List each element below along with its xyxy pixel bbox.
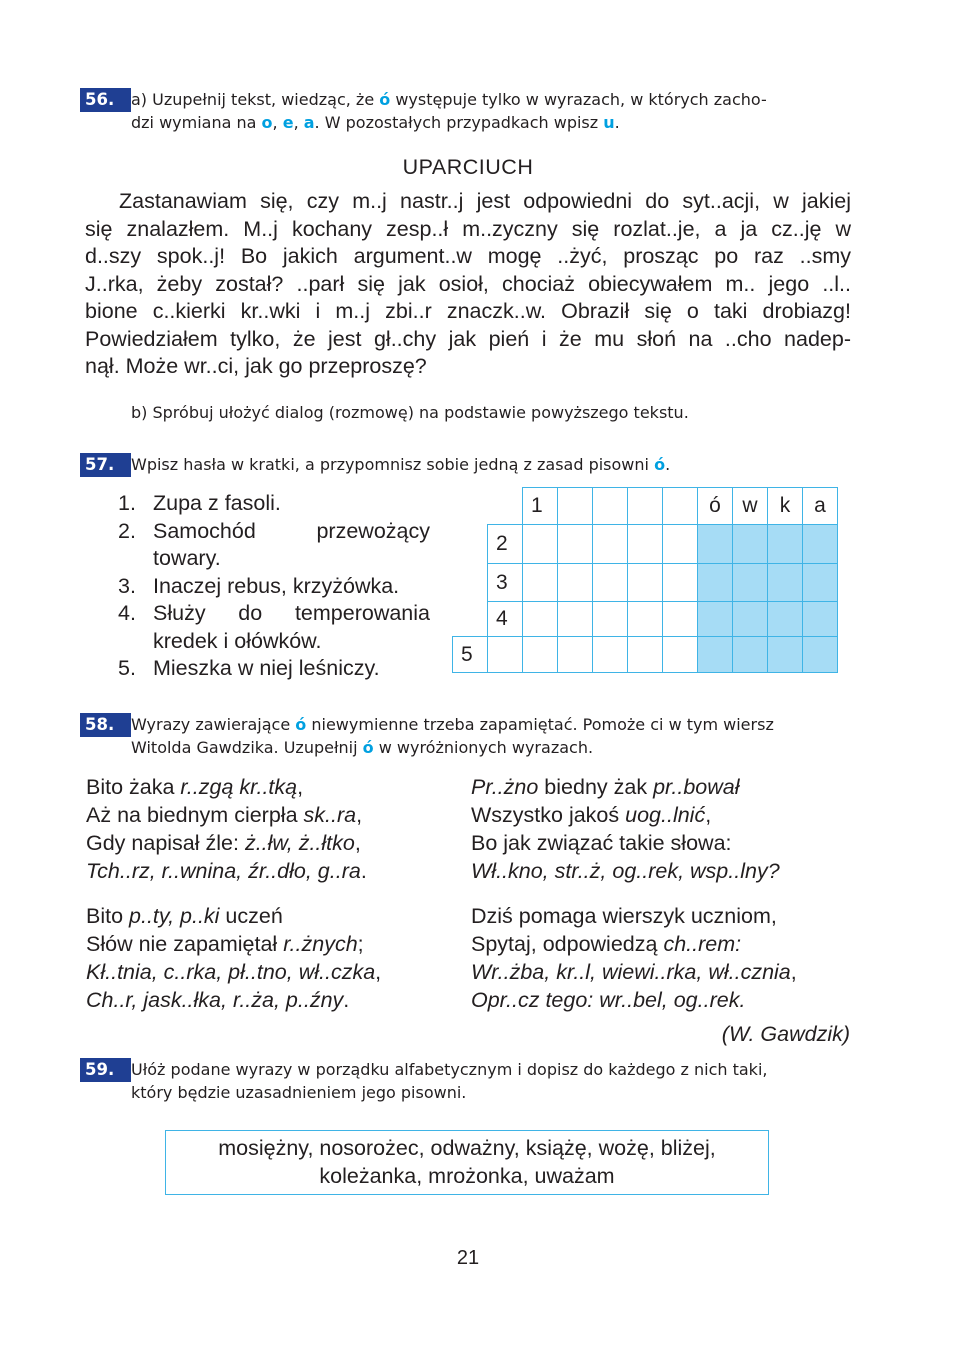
poem-line: Wszystko jakoś uog..lnić, [471, 803, 712, 827]
crossword-cell[interactable] [628, 602, 663, 637]
story-line: Powiedziałem tylko, że jest gł..chy jak pień i że mu słoń na ..cho nadep- [85, 326, 851, 351]
highlighted-word: r..zgą kr..tką [180, 775, 298, 799]
instr-text: niewymienne trzeba zapamiętać. Pomoże ci w tym wiersz [306, 715, 774, 734]
crossword-cell[interactable]: a [803, 488, 838, 525]
story-line: nął. Może wr..ci, jak go przeproszę? [85, 354, 427, 378]
crossword-cell[interactable] [488, 637, 523, 673]
crossword-cell-shaded[interactable] [698, 564, 733, 602]
instr-text: , [293, 113, 304, 132]
poem-author: (W. Gawdzik) [721, 1022, 850, 1046]
instr-text: dzi wymiana na [131, 113, 262, 132]
exercise-59-number: 59. [80, 1058, 131, 1082]
crossword-grid [452, 487, 838, 673]
crossword-cell[interactable]: ó [698, 488, 733, 525]
crossword-cell[interactable] [558, 564, 593, 602]
crossword-cell-shaded[interactable] [698, 637, 733, 673]
clue-text: towary. [153, 546, 221, 570]
clue-text: Zupa z fasoli. [153, 491, 281, 515]
poem-line: Tch..rz, r..wnina, źr..dło, g..ra. [86, 859, 367, 883]
crossword-cell[interactable]: w [733, 488, 768, 525]
crossword-cell[interactable] [523, 602, 558, 637]
crossword-cell-shaded[interactable] [768, 525, 803, 564]
poem-line: Dziś pomaga wierszyk uczniom, [471, 904, 777, 928]
highlight-letter: e [282, 113, 294, 132]
clue-item [118, 573, 430, 601]
crossword-cell[interactable] [593, 564, 628, 602]
instr-line: który będzie uzasadnieniem jego pisowni. [131, 1083, 467, 1102]
clue-number: 2. [118, 518, 136, 543]
instr-text: w wyróżnionych wyrazach. [373, 738, 594, 757]
crossword-cell-shaded[interactable] [803, 637, 838, 673]
exercise-58-instruction [131, 713, 774, 759]
clue-item [118, 518, 430, 573]
highlight-letter: ó [362, 738, 374, 757]
poem-line: Ch..r, jask..łka, r..ża, p..źny. [86, 988, 350, 1012]
clue-item [118, 600, 430, 655]
poem-left-stanza-2 [86, 902, 381, 1014]
poem-line: Słów nie zapamiętał r..żnych; [86, 932, 364, 956]
exercise-57-number: 57. [80, 453, 131, 477]
exercise-56b-instruction: b) Spróbuj ułożyć dialog (rozmowę) na podstawie powyższego tekstu. [131, 403, 689, 422]
clue-text: Służy do temperowania [153, 601, 430, 625]
poem-line: Gdy napisał źle: ż..łw, ż..łtko, [86, 831, 361, 855]
story-line: bione c..kierki kr..wki i m..j zbi..r znaczk..w. Obraził się o taki drobiazg! [85, 299, 851, 323]
crossword-cell[interactable] [523, 564, 558, 602]
crossword-cell[interactable]: 5 [453, 637, 488, 673]
crossword-cell[interactable]: 3 [488, 564, 523, 602]
crossword-cell-shaded[interactable] [698, 525, 733, 564]
clue-text: Samochód przewożący [153, 518, 430, 543]
crossword-cell[interactable] [558, 602, 593, 637]
instr-text: występuje tylko w wyrazach, w których zacho- [390, 90, 767, 109]
story-line: się znalazłem. M..j kochany zesp..ł m..zyczny się rozlat..je, a ja cz..ję w [85, 216, 851, 241]
poem-right-stanza-2 [471, 902, 797, 1014]
highlight-letter: u [603, 113, 615, 132]
highlighted-word: Tch..rz, r..wnina, źr..dło, g..ra [86, 859, 361, 883]
exercise-56-instruction [131, 88, 861, 134]
clue-number: 3. [118, 573, 136, 598]
crossword-cell[interactable] [558, 488, 593, 525]
highlighted-word: Ch..r, jask..łka, r..ża, p..źny [86, 988, 344, 1012]
crossword-cell[interactable] [628, 564, 663, 602]
instr-text: Wyrazy zawierające [131, 715, 296, 734]
crossword-cell-shaded[interactable] [733, 637, 768, 673]
crossword-cell-shaded[interactable] [803, 564, 838, 602]
crossword-cell[interactable]: 4 [488, 602, 523, 637]
highlighted-word: r..żnych [283, 932, 358, 956]
clue-text: Mieszka w niej leśniczy. [153, 656, 380, 680]
highlighted-word: p..ty, p..ki [129, 904, 220, 928]
exercise-58-number: 58. [80, 713, 131, 737]
highlighted-word: sk..ra [303, 803, 357, 827]
crossword-cell-shaded[interactable] [803, 602, 838, 637]
word-list-line: koleżanka, mrożonka, uważam [319, 1163, 615, 1188]
clue-number: 4. [118, 601, 136, 625]
crossword-cell[interactable] [523, 525, 558, 564]
poem-line: Pr..żno biedny żak pr..bował [471, 775, 740, 799]
highlighted-word: ch..rem: [663, 932, 742, 956]
poem-line: Wr..żba, kr..l, wiewi..rka, wł..cznia, [471, 960, 797, 984]
poem-right-stanza-1 [471, 773, 780, 885]
highlight-letter: ó [295, 715, 307, 734]
poem-line: Bo jak związać takie słowa: [471, 831, 732, 855]
crossword-cell[interactable] [628, 488, 663, 525]
word-list-box [165, 1130, 769, 1195]
crossword-cell[interactable] [663, 637, 698, 673]
crossword-cell[interactable] [628, 525, 663, 564]
highlighted-word: Pr..żno [471, 775, 539, 799]
clue-item [118, 655, 430, 683]
exercise-56-number: 56. [80, 88, 131, 112]
clue-number: 1. [118, 491, 136, 515]
crossword-cell[interactable] [663, 602, 698, 637]
crossword-cell-shaded[interactable] [733, 564, 768, 602]
story-line: d..szy spok..j! Bo jakich argument..w mogę ..żyć, prosząc po raz ..smy [85, 244, 851, 268]
highlighted-word: Wł..kno, str..ż, og..rek, wsp..lny? [471, 859, 780, 883]
crossword-cell[interactable] [558, 637, 593, 673]
poem-line: Kł..tnia, c..rka, pł..tno, wł..czka, [86, 960, 382, 984]
crossword-cell[interactable] [523, 637, 558, 673]
clue-text: Inaczej rebus, krzyżówka. [153, 573, 400, 598]
poem-line: Bito p..ty, p..ki uczeń [86, 904, 283, 928]
crossword-cell[interactable]: 2 [488, 525, 523, 564]
crossword-cell[interactable] [593, 488, 628, 525]
instr-text: . W pozostałych przypadkach wpisz [314, 113, 604, 132]
crossword-cell-shaded[interactable] [768, 602, 803, 637]
crossword-cell[interactable] [593, 525, 628, 564]
word-list-line: mosiężny, nosorożec, odważny, książę, wożę, bliżej, [218, 1136, 716, 1160]
instr-text: . [614, 113, 620, 132]
story-title: UPARCIUCH [402, 155, 534, 179]
highlighted-word: pr..bował [653, 775, 740, 799]
crossword-cell[interactable] [663, 488, 698, 525]
highlight-letter: ó [379, 90, 391, 109]
crossword-cell-shaded[interactable] [733, 602, 768, 637]
crossword-cell[interactable] [593, 602, 628, 637]
instr-text: Wpisz hasła w kratki, a przypomnisz sobie jedną z zasad pisowni [131, 455, 655, 474]
crossword-cell[interactable]: k [768, 488, 803, 525]
highlight-letter: a [303, 113, 315, 132]
poem-line: Aż na biednym cierpła sk..ra, [86, 803, 363, 827]
highlight-letter: o [261, 113, 273, 132]
crossword-cell[interactable]: 1 [523, 488, 558, 525]
page-number: 21 [456, 1247, 480, 1269]
crossword-cell[interactable] [663, 525, 698, 564]
crossword-cell-shaded[interactable] [698, 602, 733, 637]
clue-number: 5. [118, 656, 136, 680]
poem-line: Spytaj, odpowiedzą ch..rem: [471, 932, 742, 956]
poem-line [471, 857, 780, 885]
highlighted-word: Wr..żba, kr..l, wiewi..rka, wł..cznia [471, 960, 791, 984]
crossword-cell[interactable] [558, 525, 593, 564]
story-text [85, 188, 851, 381]
story-line: Zastanawiam się, czy m..j nastr..j jest odpowiedni do syt..acji, w jakiej [119, 189, 851, 213]
crossword-cell[interactable] [663, 564, 698, 602]
instr-text: . [665, 455, 671, 474]
crossword-cell-shaded[interactable] [768, 637, 803, 673]
crossword-cell[interactable] [628, 637, 663, 673]
highlighted-word: Kł..tnia, c..rka, pł..tno, wł..czka [86, 960, 376, 984]
instr-text: a) Uzupełnij tekst, wiedząc, że [131, 90, 380, 109]
exercise-57-instruction [131, 453, 670, 476]
crossword-cell[interactable] [593, 637, 628, 673]
crossword-cell-shaded[interactable] [768, 564, 803, 602]
instr-text: , [272, 113, 283, 132]
crossword-cell-shaded[interactable] [803, 525, 838, 564]
clue-text: kredek i ołówków. [153, 628, 322, 653]
clue-item [118, 490, 430, 518]
highlighted-word: uog..lnić [625, 803, 706, 827]
highlighted-word: ż..łw, ż..łtko [244, 831, 355, 855]
story-line: J..rka, żeby został? ..parł się jak osioł, chociaż obiecywałem m.. jego ..l.. [85, 271, 851, 296]
highlight-letter: ó [654, 455, 666, 474]
crossword-cell-shaded[interactable] [733, 525, 768, 564]
instr-line: Ułóż podane wyrazy w porządku alfabetycznym i dopisz do każdego z nich taki, [131, 1060, 768, 1079]
instr-text: Witolda Gawdzika. Uzupełnij [131, 738, 363, 757]
exercise-59-instruction [131, 1058, 767, 1104]
clue-list [118, 490, 430, 683]
poem-line: Bito żaka r..zgą kr..tką, [86, 775, 304, 799]
poem-left-stanza-1 [86, 773, 367, 885]
poem-line [471, 986, 797, 1014]
highlighted-word: Opr..cz tego: wr..bel, og..rek. [471, 988, 746, 1012]
